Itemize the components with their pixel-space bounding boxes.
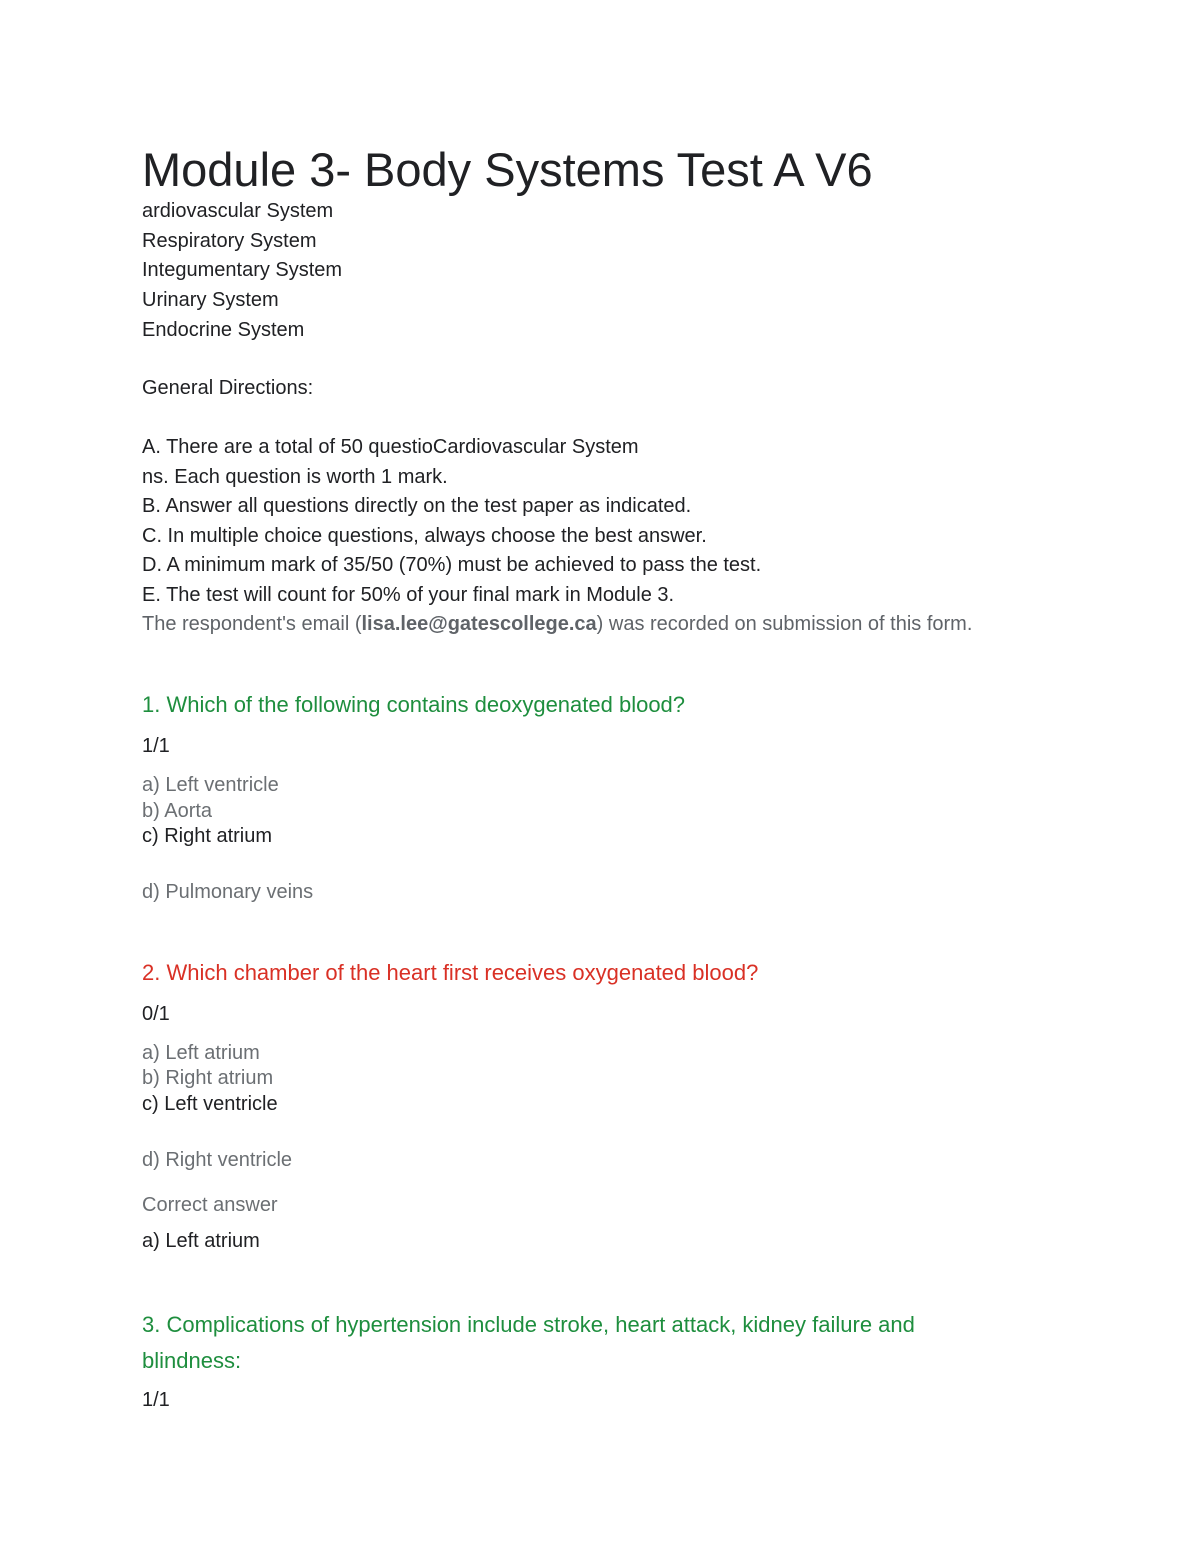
answer-option: a) Left atrium	[142, 1042, 260, 1064]
question-1	[142, 687, 1042, 903]
respondent-email: lisa.lee@gatescollege.ca	[361, 613, 597, 635]
question-2	[142, 955, 1042, 1252]
directions-heading: General Directions:	[142, 377, 314, 399]
email-note-suffix: ) was recorded on submission of this form.	[596, 613, 973, 635]
page-title: Module 3- Body Systems Test A V6	[142, 143, 873, 196]
question-score: 1/1	[142, 735, 170, 757]
direction-item: D. A minimum mark of 35/50 (70%) must be achieved to pass the test.	[142, 554, 762, 576]
direction-item: ns. Each question is worth 1 mark.	[142, 465, 448, 488]
direction-item: B. Answer all questions directly on the test paper as indicated.	[142, 495, 692, 517]
system-item: Endocrine System	[142, 318, 305, 341]
email-note-prefix: The respondent's email (	[142, 613, 362, 635]
email-note	[142, 610, 972, 639]
correct-answer-label: Correct answer	[142, 1194, 278, 1216]
question-score: 0/1	[142, 1003, 170, 1025]
question-text: 3. Complications of hypertension include stroke, heart attack, kidney failure and blindness:	[142, 1312, 915, 1373]
correct-answer: a) Left atrium	[142, 1230, 260, 1252]
answer-option: d) Right ventricle	[142, 1149, 293, 1171]
systems-list	[142, 197, 342, 346]
system-item: Respiratory System	[142, 229, 317, 252]
question-3	[142, 1307, 982, 1411]
question-text: 2. Which chamber of the heart first receives oxygenated blood?	[142, 960, 759, 985]
answer-option: a) Left ventricle	[142, 774, 279, 796]
question-text: 1. Which of the following contains deoxygenated blood?	[142, 692, 686, 717]
directions-list	[142, 433, 761, 610]
answer-option: b) Aorta	[142, 800, 213, 822]
system-item: Urinary System	[142, 289, 279, 312]
system-item: Integumentary System	[142, 259, 343, 282]
system-item: ardiovascular System	[142, 200, 334, 222]
answer-option-selected: c) Left ventricle	[142, 1093, 278, 1115]
answer-option: d) Pulmonary veins	[142, 881, 314, 903]
answer-option: b) Right atrium	[142, 1067, 274, 1089]
answer-option-selected: c) Right atrium	[142, 825, 273, 847]
direction-item: C. In multiple choice questions, always choose the best answer.	[142, 524, 707, 547]
direction-item: A. There are a total of 50 questioCardiovascular System	[142, 436, 639, 458]
question-score: 1/1	[142, 1389, 170, 1411]
direction-item: E. The test will count for 50% of your final mark in Module 3.	[142, 583, 675, 606]
